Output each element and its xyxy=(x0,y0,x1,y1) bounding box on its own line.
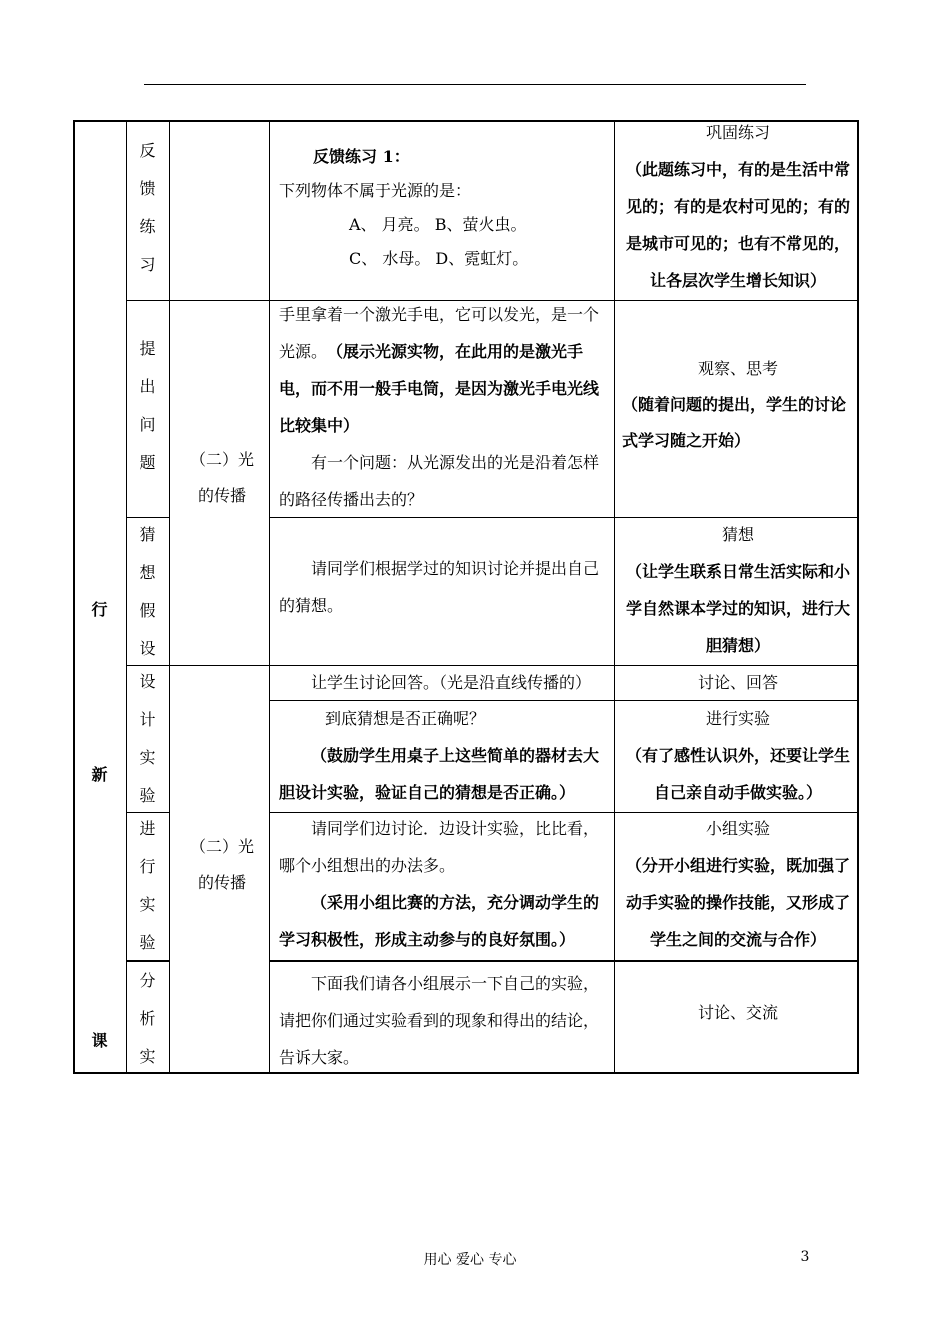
analysis-content: 下面我们请各小组展示一下自己的实验，请把你们通过实验看到的现象和得出的结论，告诉大家。 xyxy=(279,974,600,1067)
table-border-right xyxy=(857,120,859,1073)
step-char: 析 xyxy=(139,1009,156,1028)
step-char: 问 xyxy=(139,415,156,434)
feedback-content xyxy=(279,140,609,276)
row-divider-5b xyxy=(269,960,859,962)
step-char: 反 xyxy=(139,141,156,160)
activity-note: （分开小组进行实验，既加强了动手实验的操作技能，又形成了学生之间的交流与合作） xyxy=(625,856,850,949)
feedback-question: 下列物体不属于光源的是： xyxy=(279,181,472,200)
step-label-question xyxy=(126,330,169,482)
activity-title: 观察、思考 xyxy=(697,359,778,378)
activity-note: （此题练习中，有的是生活中常见的；有的是农村可见的；有的是城市可见的；也有不常见的，让各层次学生增长知识） xyxy=(625,160,850,290)
step-char: 猜 xyxy=(139,525,156,544)
col-divider-4 xyxy=(614,120,615,1073)
section-label-1: （二）光的传播 xyxy=(189,450,254,505)
design-activity xyxy=(622,700,854,811)
step-label-analysis xyxy=(126,962,169,1076)
activity-note: （让学生联系日常生活实际和小学自然课本学过的知识，进行大胆猜想） xyxy=(625,562,850,655)
activity-title: 巩固练习 xyxy=(705,123,770,142)
question-activity xyxy=(622,351,854,459)
step-label-hypothesis xyxy=(126,516,169,668)
step-char: 练 xyxy=(139,217,156,236)
step-char: 实 xyxy=(139,748,156,767)
step-char: 习 xyxy=(139,255,156,274)
experiment-note: （采用小组比赛的方法，充分调动学生的学习积极性，形成主动参与的良好氛围。） xyxy=(279,893,600,949)
step-label-feedback xyxy=(126,132,169,284)
question-note: （展示光源实物，在此用的是激光手电，而不用一般手电筒，是因为激光手电光线比较集中） xyxy=(279,342,600,435)
step-char: 设 xyxy=(139,639,156,658)
hypothesis-content: 请同学们根据学过的知识讨论并提出自己的猜想。 xyxy=(279,559,600,615)
page-number: 3 xyxy=(800,1249,810,1265)
step-char: 验 xyxy=(139,786,156,805)
step-char: 馈 xyxy=(139,179,156,198)
hypothesis-activity xyxy=(622,516,854,664)
question-text: 手里拿着一个激光手电，它可以发光，是一个光源。 xyxy=(279,305,600,361)
col-divider-2 xyxy=(169,120,170,1073)
question-content xyxy=(279,296,609,518)
step-char: 提 xyxy=(139,339,156,358)
step-char: 实 xyxy=(139,895,156,914)
step-char: 行 xyxy=(139,857,156,876)
header-rule xyxy=(144,84,806,85)
step-char: 题 xyxy=(139,453,156,472)
step-char: 设 xyxy=(139,672,156,691)
step-char: 出 xyxy=(139,377,156,396)
step-char: 实 xyxy=(139,1047,156,1066)
activity-title: 猜想 xyxy=(721,525,754,544)
design-question: 到底猜想是否正确呢？ xyxy=(325,709,486,728)
step-char: 假 xyxy=(139,601,156,620)
feedback-options-cd: C、 水母。 D、霓虹灯。 xyxy=(349,249,529,268)
design-answer: 让学生讨论回答。（光是沿直线传播的） xyxy=(311,673,592,692)
design-answer-activity: 讨论、回答 xyxy=(697,673,778,692)
feedback-activity xyxy=(622,115,854,299)
experiment-text: 请同学们边讨论．边设计实验，比比看，哪个小组想出的办法多。 xyxy=(279,819,600,875)
activity-title: 小组实验 xyxy=(705,819,770,838)
step-char: 进 xyxy=(139,819,156,838)
experiment-content xyxy=(279,810,609,958)
section-label-2: （二）光的传播 xyxy=(189,837,254,892)
stage-char-2: 新 xyxy=(91,765,108,784)
feedback-title: 反馈练习 1： xyxy=(313,147,410,166)
design-note: （鼓励学生用桌子上这些简单的器材去大胆设计实验，验证自己的猜想是否正确。） xyxy=(279,746,600,802)
activity-note: （有了感性认识外，还要让学生自己亲自动手做实验。） xyxy=(625,746,850,802)
col-divider-3 xyxy=(269,120,270,1073)
step-char: 验 xyxy=(139,933,156,952)
experiment-activity xyxy=(622,810,854,958)
footer-motto: 用心 爱心 专心 xyxy=(423,1252,517,1268)
stage-char-3: 课 xyxy=(91,1031,108,1050)
activity-title: 进行实验 xyxy=(705,709,770,728)
step-char: 分 xyxy=(139,971,156,990)
step-char: 计 xyxy=(139,710,156,729)
analysis-activity: 讨论、交流 xyxy=(697,1003,778,1022)
lesson-table xyxy=(73,120,859,1073)
feedback-options-ab: A、 月亮。 B、萤火虫。 xyxy=(349,215,527,234)
stage-char-1: 行 xyxy=(91,600,108,619)
step-char: 想 xyxy=(139,563,156,582)
activity-note: （随着问题的提出，学生的讨论式学习随之开始） xyxy=(622,395,847,450)
design-content xyxy=(279,700,609,811)
step-label-design xyxy=(126,663,169,815)
step-label-experiment xyxy=(126,810,169,962)
question-prompt: 有一个问题：从光源发出的光是沿着怎样的路径传播出去的？ xyxy=(279,453,600,509)
